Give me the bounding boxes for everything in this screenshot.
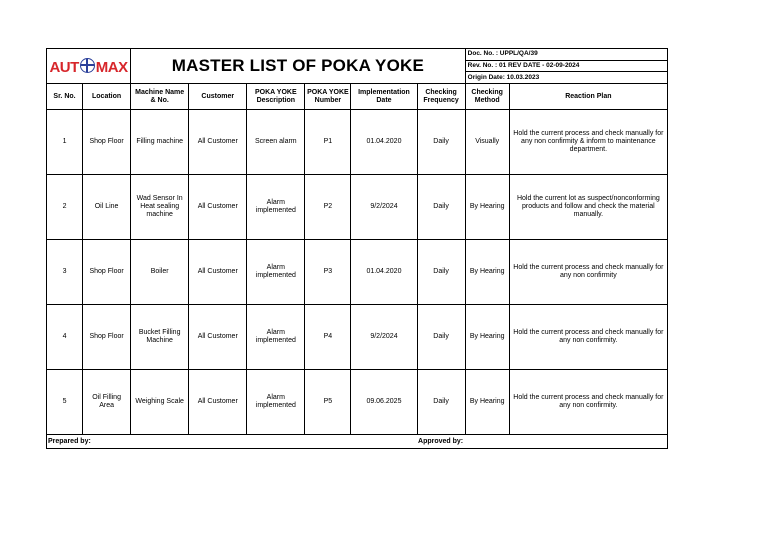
page-title: MASTER LIST OF POKA YOKE bbox=[131, 49, 466, 84]
date-cell: 09.06.2025 bbox=[351, 370, 417, 435]
method-cell: By Hearing bbox=[465, 305, 509, 370]
column-header: Sr. No. bbox=[47, 84, 83, 110]
globe-icon bbox=[80, 58, 95, 73]
method-cell: By Hearing bbox=[465, 370, 509, 435]
customer-cell: All Customer bbox=[189, 370, 247, 435]
date-cell: 01.04.2020 bbox=[351, 240, 417, 305]
method-cell: Visually bbox=[465, 110, 509, 175]
reaction-plan-cell: Hold the current lot as suspect/nonconforming products and follow and check the material manually. bbox=[509, 175, 667, 240]
location-cell: Oil Line bbox=[83, 175, 131, 240]
table-row bbox=[47, 305, 668, 370]
customer-cell: All Customer bbox=[189, 305, 247, 370]
customer-cell: All Customer bbox=[189, 240, 247, 305]
reaction-plan-cell: Hold the current process and check manually for any non confirmity. bbox=[509, 370, 667, 435]
origin-date: Origin Date: 10.03.2023 bbox=[465, 72, 667, 84]
number-cell: P3 bbox=[305, 240, 351, 305]
method-cell: By Hearing bbox=[465, 175, 509, 240]
column-header-row bbox=[47, 84, 668, 110]
machine-cell: Weighing Scale bbox=[131, 370, 189, 435]
table-row bbox=[47, 110, 668, 175]
machine-cell: Bucket Filling Machine bbox=[131, 305, 189, 370]
location-cell: Shop Floor bbox=[83, 240, 131, 305]
table-row bbox=[47, 240, 668, 305]
customer-cell: All Customer bbox=[189, 110, 247, 175]
description-cell: Alarm implemented bbox=[247, 370, 305, 435]
number-cell: P4 bbox=[305, 305, 351, 370]
sr-no-cell: 5 bbox=[47, 370, 83, 435]
doc-number: Doc. No. : UPPL/QA/39 bbox=[465, 49, 667, 61]
location-cell: Shop Floor bbox=[83, 305, 131, 370]
approved-by-label: Approved by: bbox=[417, 435, 667, 449]
table-row bbox=[47, 370, 668, 435]
frequency-cell: Daily bbox=[417, 305, 465, 370]
method-cell: By Hearing bbox=[465, 240, 509, 305]
description-cell: Alarm implemented bbox=[247, 305, 305, 370]
number-cell: P5 bbox=[305, 370, 351, 435]
signature-row bbox=[47, 435, 668, 449]
date-cell: 9/2/2024 bbox=[351, 305, 417, 370]
frequency-cell: Daily bbox=[417, 370, 465, 435]
sr-no-cell: 3 bbox=[47, 240, 83, 305]
description-cell: Alarm implemented bbox=[247, 240, 305, 305]
automax-logo: AUT MAX bbox=[49, 58, 128, 76]
column-header: Checking Frequency bbox=[417, 84, 465, 110]
reaction-plan-cell: Hold the current process and check manually for any non confirmity & inform to maintenance department. bbox=[509, 110, 667, 175]
machine-cell: Boiler bbox=[131, 240, 189, 305]
location-cell: Shop Floor bbox=[83, 110, 131, 175]
column-header: Location bbox=[83, 84, 131, 110]
frequency-cell: Daily bbox=[417, 110, 465, 175]
poka-yoke-sheet bbox=[46, 48, 668, 449]
date-cell: 01.04.2020 bbox=[351, 110, 417, 175]
reaction-plan-cell: Hold the current process and check manually for any non confirmity. bbox=[509, 305, 667, 370]
column-header: Implementation Date bbox=[351, 84, 417, 110]
column-header: Reaction Plan bbox=[509, 84, 667, 110]
reaction-plan-cell: Hold the current process and check manually for any non confirmity bbox=[509, 240, 667, 305]
frequency-cell: Daily bbox=[417, 240, 465, 305]
description-cell: Alarm implemented bbox=[247, 175, 305, 240]
table-row bbox=[47, 175, 668, 240]
location-cell: Oil Filling Area bbox=[83, 370, 131, 435]
sr-no-cell: 2 bbox=[47, 175, 83, 240]
number-cell: P2 bbox=[305, 175, 351, 240]
column-header: POKA YOKE Number bbox=[305, 84, 351, 110]
description-cell: Screen alarm bbox=[247, 110, 305, 175]
customer-cell: All Customer bbox=[189, 175, 247, 240]
column-header: POKA YOKE Description bbox=[247, 84, 305, 110]
frequency-cell: Daily bbox=[417, 175, 465, 240]
column-header: Checking Method bbox=[465, 84, 509, 110]
machine-cell: Wad Sensor In Heat sealing machine bbox=[131, 175, 189, 240]
revision-number: Rev. No. : 01 REV DATE - 02-09-2024 bbox=[465, 60, 667, 72]
machine-cell: Filling machine bbox=[131, 110, 189, 175]
logo-cell bbox=[47, 49, 131, 84]
sr-no-cell: 1 bbox=[47, 110, 83, 175]
number-cell: P1 bbox=[305, 110, 351, 175]
sr-no-cell: 4 bbox=[47, 305, 83, 370]
column-header: Customer bbox=[189, 84, 247, 110]
poka-yoke-table bbox=[46, 48, 668, 449]
prepared-by-label: Prepared by: bbox=[47, 435, 418, 449]
column-header: Machine Name & No. bbox=[131, 84, 189, 110]
date-cell: 9/2/2024 bbox=[351, 175, 417, 240]
